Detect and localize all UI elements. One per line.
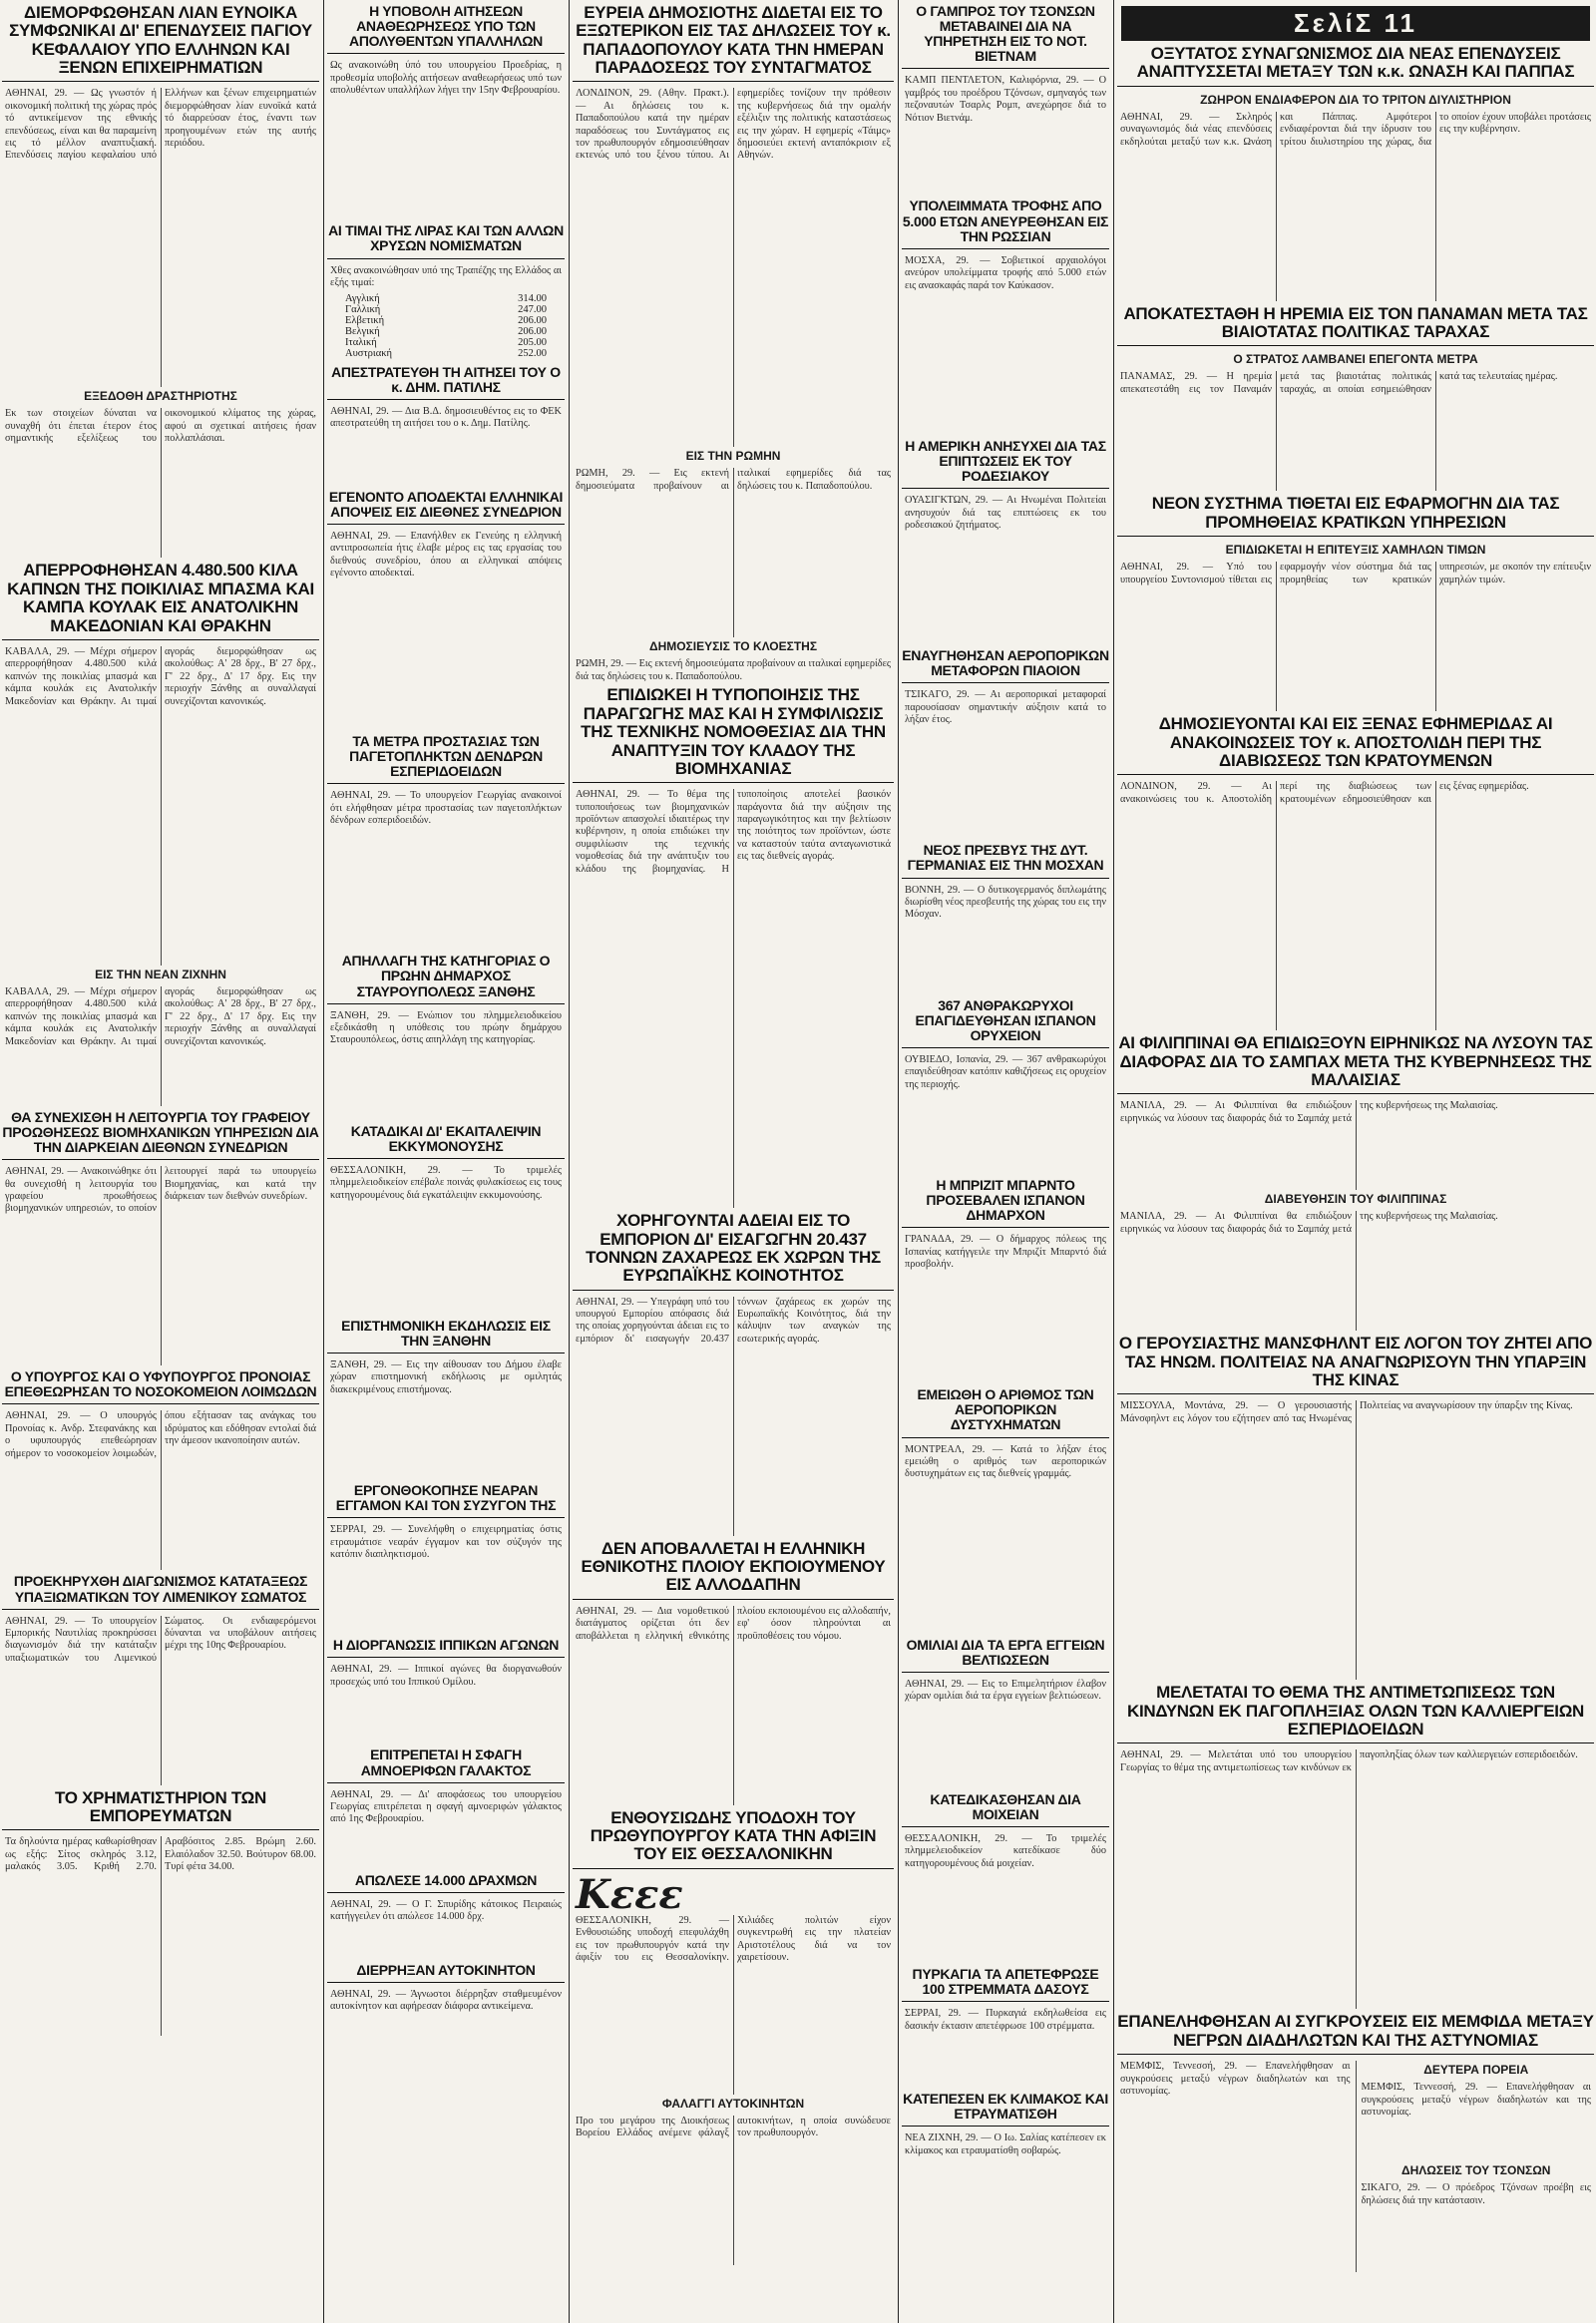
headline-johnson-son-in-law: Ο ΓΑΜΠΡΟΣ ΤΟΥ ΤΣΟΝΣΩΝ ΜΕΤΑΒΑΙΝΕΙ ΔΙΑ ΝΑ ΥΠΗΡΕΤΗΣΗ ΕΙΣ ΤΟ ΝΟΤ. ΒΙΕΤΝΑΜ <box>902 4 1109 69</box>
headline-coast-guard: ΠΡΟΕΚΗΡΥΧΘΗ ΔΙΑΓΩΝΙΣΜΟΣ ΚΑΤΑΤΑΞΕΩΣ ΥΠΑΞΙΩΜΑΤΙΚΩΝ ΤΟΥ ΛΙΜΕΝΙΚΟΥ ΣΩΜΑΤΟΣ <box>2 1574 319 1609</box>
headline-food-remains: ΥΠΟΛΕΙΜΜΑΤΑ ΤΡΟΦΗΣ ΑΠΟ 5.000 ΕΤΩΝ ΑΝΕΥΡΕΘΗΣΑΝ ΕΙΣ ΤΗΝ ΡΩΣΣΙΑΝ <box>902 198 1109 248</box>
article-air-accidents-body: ΜΟΝΤΡΕΑΛ, 29. — Κατά το λήξαν έτος εμειώθη ο αριθμός των αεροπορικών δυστυχημάτων εις τας διεθνείς γραμμάς. <box>905 1443 1106 1480</box>
article-miners-body: ΟΥΒΙΕΔΟ, Ισπανία, 29. — 367 ανθρακωρύχοι επαγιδεύθησαν κατόπιν καθιζήσεως εις ορυχείον της περιοχής. <box>905 1053 1106 1090</box>
headline-memphis-clashes: ΕΠΑΝΕΛΗΦΘΗΣΑΝ ΑΙ ΣΥΓΚΡΟΥΣΕΙΣ ΕΙΣ ΜΕΜΦΙΔΑ ΜΕΤΑΞΥ ΝΕΓΡΩΝ ΔΙΑΔΗΛΩΤΩΝ ΚΑΙ ΤΗΣ ΑΣΤΥΝΟΜΙΑΣ <box>1117 2013 1594 2055</box>
article-fire-body: ΣΕΡΡΑΙ, 29. — Πυρκαγιά εκδηλωθείσα εις δασικήν έκτασιν απετέφρωσε 100 στρέμματα. <box>905 2008 1106 2032</box>
article-adultery-body: ΘΕΣΣΑΛΟΝΙΚΗ, 29. — Το τριμελές πλημμελειοδικείον κατεδίκασε δύο κατηγορουμένους διά μοιχείαν. <box>905 1832 1106 1869</box>
headline-car-burglary: ΔΙΕΡΡΗΞΑΝ ΑΥΤΟΚΙΝΗΤΟΝ <box>327 1963 565 1983</box>
article-mayor-body: ΞΑΝΘΗ, 29. — Ενώπιον του πλημμελειοδικείου εξεδικάσθη η υπόθεσις του πρώην δημάρχου Σταυρουπόλεως, όστις απηλλάγη της κατηγορίας. <box>330 1009 562 1046</box>
headline-industrial-office: ΘΑ ΣΥΝΕΧΙΣΘΗ Η ΛΕΙΤΟΥΡΓΙΑ ΤΟΥ ΓΡΑΦΕΙΟΥ ΠΡΟΩΘΗΣΕΩΣ ΒΙΟΜΗΧΑΝΙΚΩΝ ΥΠΗΡΕΣΙΩΝ ΔΙΑ ΤΗΝ ΔΙΑΡΚΕΙΑΝ ΔΙΕΘΝΩΝ ΣΥΝΕΔΡΙΩΝ <box>2 1110 319 1160</box>
article-tobacco-body2: ΚΑΒΑΛΑ, 29. — Μέχρι σήμερον απερροφήθησαν 4.480.500 κιλά καπνών της ποικιλίας μπασμά και κάμπα κουλάκ εις Ανατολικήν Μακεδονίαν και Θράκην. Αι τιμαί αγοράς διεμορφώθησαν ως ακολούθως: Α' 28 δρχ., Β' 27 δρχ., Γ' 22 δρχ., Δ' 17 δρχ. Εις την περιοχήν Ξάνθης αι συναλλαγαί συνεχίζονται κανονικώς. <box>5 985 316 1047</box>
article-hospital-body: ΑΘΗΝΑΙ, 29. — Ο υπουργός Προνοίας κ. Ανδρ. Στεφανάκης και ο υφυπουργός επεθεώρησαν σήμερον το νοσοκομείον λοιμωδών, όπου εξήτασαν τας ανάγκας του ιδρύματος και εδόθησαν εντολαί διά την άμεσον ικανοποίησιν αυτών. <box>5 1410 316 1459</box>
column-rule <box>1113 0 1114 2323</box>
column-1 <box>0 0 321 2323</box>
headline-lost-money: ΑΠΩΛΕΣΕ 14.000 ΔΡΑΧΜΩΝ <box>327 1873 565 1893</box>
headline-sugar-imports: ΧΟΡΗΓΟΥΝΤΑΙ ΑΔΕΙΑΙ ΕΙΣ ΤΟ ΕΜΠΟΡΙΟΝ ΔΙ' ΕΙΣΑΓΩΓΗΝ 20.437 ΤΟΝΝΩΝ ΖΑΧΑΡΕΩΣ ΕΚ ΧΩΡΩΝ ΤΗΣ ΕΥΡΩΠΑΪΚΗΣ ΚΟΙΝΟΤΗΤΟΣ <box>573 1212 894 1290</box>
column-rule <box>898 0 899 2323</box>
article-patilis-body: ΑΘΗΝΑΙ, 29. — Δια Β.Δ. δημοσιευθέντος εις το ΦΕΚ απεστρατεύθη τη αιτήσει του ο κ. Δημ. Πατίλης. <box>330 405 562 430</box>
headline-intl-conference: ΕΓΕΝΟΝΤΟ ΑΠΟΔΕΚΤΑΙ ΕΛΛΗΝΙΚΑΙ ΑΠΟΨΕΙΣ ΕΙΣ ΔΙΕΘΝΕΣ ΣΥΝΕΔΡΙΟΝ <box>327 490 565 525</box>
article-ladder-body: ΝΕΑ ΖΙΧΝΗ, 29. — Ο Ιω. Σαλίας κατέπεσεν εκ κλίμακος και ετραυματίσθη σοβαρώς. <box>905 2132 1106 2156</box>
coin-row: Αυστριακή 252.00 <box>345 347 547 359</box>
article-dismissed-body: Ως ανακοινώθη ύπό του υπουργείου Προεδρίας, η προθεσμία υποβολής αιτήσεων αναθεωρήσεως υπό των απολυθέντων υπαλλήλων λήγει την 15ην Φεβρουαρίου. <box>330 60 562 97</box>
subhead-zichni: ΕΙΣ ΤΗΝ ΝΕΑΝ ΖΙΧΝΗΝ <box>95 967 226 981</box>
headline-rhodesia: Η ΑΜΕΡΙΚΗ ΑΝΗΣΥΧΕΙ ΔΙΑ ΤΑΣ ΕΠΙΠΤΩΣΕΙΣ ΕΚ ΤΟΥ ΡΟΔΕΣΙΑΚΟΥ <box>902 439 1109 489</box>
headline-frost-citrus: ΜΕΛΕΤΑΤΑΙ ΤΟ ΘΕΜΑ ΤΗΣ ΑΝΤΙΜΕΤΩΠΙΣΕΩΣ ΤΩΝ ΚΙΝΔΥΝΩΝ ΕΚ ΠΑΓΟΠΛΗΞΙΑΣ ΟΛΩΝ ΤΩΝ ΚΑΛΛΙΕΡΓΕΙΩΝ ΕΣΠΕΡΙΔΟΕΙΔΩΝ <box>1117 1684 1594 1743</box>
article-papadopoulos-body: ΛΟΝΔΙΝΟΝ, 29. (Αθην. Πρακτ.). — Αι δηλώσεις του κ. Παπαδοπούλου κατά την ημέραν παραδόσεως του Συντάγματος εις τον πρωθυπουργόν εδημοσιεύθησαν εκτενώς υπό του ξένου τύπου. Αι εφημερίδες τονίζουν την πρόθεσιν της κυβερνήσεως διά την ομαλήν εξέλιξιν της πολιτικής καταστάσεως εις την χώραν. Η εφημερίς «Τάιμς» δημοσιεύει εκτενή ανταπόκρισιν εξ Αθηνών. <box>576 88 891 162</box>
article-investments-body2: Εκ των στοιχείων δύναται να συναχθή ότι έπεται έτερον έτος σημαντικής εξελίξεως του οικονομικού κλίματος της χώρας, αφού αι σχετικαί αιτήσεις ήσαν πολλαπλάσιαι. <box>5 408 316 445</box>
headline-commodities-exchange: ΤΟ ΧΡΗΜΑΤΙΣΤΗΡΙΟΝ ΤΩΝ ΕΜΠΟΡΕΥΜΑΤΩΝ <box>2 1789 319 1831</box>
article-rhodesia-body: ΟΥΑΣΙΓΚΤΩΝ, 29. — Αι Ηνωμέναι Πολιτείαι ανησυχούν διά τας επιπτώσεις εκ του ροδεσιακού ζητήματος. <box>905 495 1106 531</box>
coin-row: Βελγική 206.00 <box>345 325 547 337</box>
article-ambassador-body: ΒΟΝΝΗ, 29. — Ο δυτικογερμανός διπλωμάτης διωρίσθη νέος πρεσβευτής της χώρας του εις την Μόσχαν. <box>905 884 1106 921</box>
headline-bardot: Η ΜΠΡΙΖΙΤ ΜΠΑΡΝΤΟ ΠΡΟΣΕΒΑΛΕΝ ΙΣΠΑΝΟΝ ΔΗΜΑΡΧΟΝ <box>902 1178 1109 1228</box>
headline-air-accidents: ΕΜΕΙΩΘΗ Ο ΑΡΙΘΜΟΣ ΤΩΝ ΑΕΡΟΠΟΡΙΚΩΝ ΔΥΣΤΥΧΗΜΑΤΩΝ <box>902 1387 1109 1437</box>
subhead-refinery: ΖΩΗΡΟΝ ΕΝΔΙΑΦΕΡΟΝ ΔΙΑ ΤΟ ΤΡΙΤΟΝ ΔΙΥΛΙΣΤΗΡΙΟΝ <box>1200 92 1511 107</box>
article-procurement-body: ΑΘΗΝΑΙ, 29. — Υπό του υπουργείου Συντονισμού τίθεται εις εφαρμογήν νέον σύστημα διά τας προμηθείας των κρατικών υπηρεσιών, με σκοπόν την επίτευξιν χαμηλών τιμών. <box>1120 562 1591 585</box>
coin-row: Αγγλική 314.00 <box>345 292 547 304</box>
coin-row: Ιταλική 205.00 <box>345 336 547 348</box>
page-masthead: ΣελίΣ 11 <box>1121 6 1590 41</box>
headline-papadopoulos-statements: ΕΥΡΕΙΑ ΔΗΜΟΣΙΟΤΗΣ ΔΙΔΕΤΑΙ ΕΙΣ ΤΟ ΕΞΩΤΕΡΙΚΟΝ ΕΙΣ ΤΑΣ ΔΗΛΩΣΕΙΣ ΤΟΥ κ. ΠΑΠΑΔΟΠΟΥΛΟΥ ΚΑΤΑ ΤΗΝ ΗΜΕΡΑΝ ΠΑΡΑΔΟΣΕΩΣ ΤΟΥ ΣΥΝΤΑΓΜΑΤΟΣ <box>573 4 894 82</box>
coin-price-table <box>345 293 547 359</box>
subhead-army: Ο ΣΤΡΑΤΟΣ ΛΑΜΒΑΝΕΙ ΕΠΕΓΟΝΤΑ ΜΕΤΡΑ <box>1233 352 1478 367</box>
memphis-right <box>1356 2061 1596 2272</box>
headline-air-transport: ΕΝΑΥΓΗΘΗΣΑΝ ΑΕΡΟΠΟΡΙΚΩΝ ΜΕΤΑΦΟΡΩΝ ΠΙΑΟΙΟΝ <box>902 648 1109 683</box>
article-onassis-body: ΑΘΗΝΑΙ, 29. — Σκληρός συναγωνισμός διά νέας επενδύσεις εκδηλούται μεταξύ των κ.κ. Ωνάση και Πάππας. Αμφότεροι ενδιαφέρονται διά την ίδρυσιν του τρίτου διυλιστηρίου της χώρας, δια το οποίον έχουν υποβάλει προτάσεις εις την κυβέρνησιν. <box>1120 111 1591 148</box>
article-son-in-law-body: ΚΑΜΠ ΠΕΝΤΛΕΤΟΝ, Καλιφόρνια, 29. — Ο γαμβρός του προέδρου Τζόνσων, σμηναγός των πεζοναυτών Τσαρλς Ρομπ, ανεχώρησε διά το Νότιον Βιετνάμ. <box>905 75 1106 124</box>
article-convictions-body: ΘΕΣΣΑΛΟΝΙΚΗ, 29. — Το τριμελές πλημμελειοδικείον επέβαλε ποινάς φυλακίσεως εις τους κατηγορουμένους διά εγκατάλειψιν εκκυμονούσης. <box>330 1164 562 1201</box>
article-panama-body: ΠΑΝΑΜΑΣ, 29. — Η ηρεμία απεκατεστάθη εις τον Παναμάν μετά τας βιαιοτάτας πολιτικάς ταραχάς, αι οποίαι εσημειώθησαν κατά τας τελευταίας ημέρας. <box>1120 371 1558 395</box>
article-frost-body: ΑΘΗΝΑΙ, 29. — Το υπουργείον Γεωργίας ανακοινοί ότι ελήφθησαν μέτρα προστασίας των παγετοπλήκτων δένδρων εσπεριδοειδών. <box>330 790 562 827</box>
headline-ship-nationality: ΔΕΝ ΑΠΟΒΑΛΛΕΤΑΙ Η ΕΛΛΗΝΙΚΗ ΕΘΝΙΚΟΤΗΣ ΠΛΟΙΟΥ ΕΚΠΟΙΟΥΜΕΝΟΥ ΕΙΣ ΑΛΛΟΔΑΠΗΝ <box>573 1540 894 1600</box>
headline-frost-measures: ΤΑ ΜΕΤΡΑ ΠΡΟΣΤΑΣΙΑΣ ΤΩΝ ΠΑΓΕΤΟΠΛΗΚΤΩΝ ΔΕΝΔΡΩΝ ΕΣΠΕΡΙΔΟΕΙΔΩΝ <box>327 734 565 784</box>
subhead-car-convoy: ΦΑΛΑΓΓΙ ΑΥΤΟΚΙΝΗΤΩΝ <box>661 2096 805 2111</box>
article-lamb-body: ΑΘΗΝΑΙ, 29. — Δι' αποφάσεως του υπουργείου Γεωργίας επιτρέπεται η σφαγή αμνοεριφών γάλακτος από 1ης Φεβρουαρίου. <box>330 1788 562 1825</box>
memphis-left <box>1115 2061 1356 2272</box>
subhead-low-prices: ΕΠΙΔΙΩΚΕΤΑΙ Η ΕΠΙΤΕΥΞΙΣ ΧΑΜΗΛΩΝ ΤΙΜΩΝ <box>1225 543 1486 558</box>
subhead-second-march: ΔΕΥΤΕΡΑ ΠΟΡΕΙΑ <box>1423 2063 1529 2078</box>
article-commodities-body: Τα δηλούντα ημέρας καθωρίσθησαν ως εξής: Σίτος σκληρός 3.12, μαλακός 3.05. Κριθή 2.70. Αραβόσιτος 2.85. Βρώμη 2.60. Ελαιόλαδον 32.50. Βούτυρον 68.00. Τυρί φέτα 34.00. <box>5 1836 316 1873</box>
headline-dismissed-employees: Η ΥΠΟΒΟΛΗ ΑΙΤΗΣΕΩΝ ΑΝΑΘΕΩΡΗΣΕΩΣ ΥΠΟ ΤΩΝ ΑΠΟΛΥΘΕΝΤΩΝ ΥΠΑΛΛΗΛΩΝ <box>327 4 565 54</box>
headline-mayor-acquitted: ΑΠΗΛΛΑΓΗ ΤΗΣ ΚΑΤΗΓΟΡΙΑΣ Ο ΠΡΩΗΝ ΔΗΜΑΡΧΟΣ ΣΤΑΥΡΟΥΠΟΛΕΩΣ ΞΑΝΘΗΣ <box>327 954 565 1003</box>
headline-ambassador-moscow: ΝΕΟΣ ΠΡΕΣΒΥΣ ΤΗΣ ΔΥΤ. ΓΕΡΜΑΝΙΑΣ ΕΙΣ ΤΗΝ ΜΟΣΧΑΝ <box>902 843 1109 878</box>
subhead-philippines: ΔΙΑΒΕΥΘΗΣΙΝ ΤΟΥ ΦΙΛΙΠΠΙΝΑΣ <box>1264 1192 1447 1207</box>
article-gold-body: Χθες ανακοινώθησαν υπό της Τραπέζης της Ελλάδος αι εξής τιμαί: <box>330 264 562 288</box>
coin-row: Ελβετική 206.00 <box>345 314 547 326</box>
article-stabbing-body: ΣΕΡΡΑΙ, 29. — Συνελήφθη ο επιχειρηματίας όστις ετραυμάτισε νεαράν έγγαμον και τον σύζυγόν της κατόπιν διαπληκτισμού. <box>330 1524 562 1561</box>
article-philippines-body: ΜΑΝΙΛΑ, 29. — Αι Φιλιππίναι θα επιδιώξουν ειρηνικώς να λύσουν τας διαφοράς διά το Σαμπάχ μετά της κυβερνήσεως της Μαλαισίας. <box>1120 1100 1498 1124</box>
article-philippines-body2: ΜΑΝΙΛΑ, 29. — Αι Φιλιππίναι θα επιδιώξουν ειρηνικώς να λύσουν τας διαφοράς διά το Σαμπάχ μετά της κυβερνήσεως της Μαλαισίας. <box>1120 1211 1498 1235</box>
headline-lamb-slaughter: ΕΠΙΤΡΕΠΕΤΑΙ Η ΣΦΑΓΗ ΑΜΝΟΕΡΙΦΩΝ ΓΑΛΑΚΤΟΣ <box>327 1747 565 1782</box>
article-johnson-body: ΣΙΚΑΓΟ, 29. — Ο πρόεδρος Τζόνσων προέβη εις δηλώσεις διά την κατάστασιν. <box>1361 2182 1591 2206</box>
column-3 <box>571 0 896 2323</box>
article-tobacco-body: ΚΑΒΑΛΑ, 29. — Μέχρι σήμερον απερροφήθησαν 4.480.500 κιλά καπνών της ποικιλίας μπασμά και κάμπα κουλάκ εις Ανατολικήν Μακεδονίαν και Θράκην. Αι τιμαί αγοράς διεμορφώθησαν ως ακολούθως: Α' 28 δρχ., Β' 27 δρχ., Γ' 22 δρχ., Δ' 17 δρχ. Εις την περιοχήν Ξάνθης αι συναλλαγαί συνεχίζονται κανονικώς. <box>5 645 316 707</box>
article-second-march-body: ΜΕΜΦΙΣ, Τεννεσσή, 29. — Επανελήφθησαν αι συγκρούσεις μεταξύ νέγρων διαδηλωτών και της αστυνομίας. <box>1361 2082 1591 2118</box>
headline-gold-prices: ΑΙ ΤΙΜΑΙ ΤΗΣ ΛΙΡΑΣ ΚΑΙ ΤΩΝ ΑΛΛΩΝ ΧΡΥΣΩΝ ΝΟΜΙΣΜΑΤΩΝ <box>327 223 565 258</box>
article-bardot-body: ΓΡΑΝΑΔΑ, 29. — Ο δήμαρχος πόλεως της Ισπανίας κατήγγειλε την Μπριζίτ Μπαρντό διά προσβολήν. <box>905 1234 1106 1270</box>
article-rome-body: ΡΩΜΗ, 29. — Εις εκτενή δημοσιεύματα προβαίνουν αι ιταλικαί εφημερίδες διά τας δηλώσεις του κ. Παπαδοπούλου. <box>576 468 891 492</box>
article-car-burglary-body: ΑΘΗΝΑΙ, 29. — Άγνωστοι διέρρηξαν σταθμευμένον αυτοκίνητον και αφήρεσαν διάφορα αντικείμενα. <box>330 1988 562 2013</box>
article-mansfield-body: ΜΙΣΣΟΥΛΑ, Μοντάνα, 29. — Ο γερουσιαστής Μάνσφηλντ εις λόγον του εζήτησεν από τας Ηνωμένας Πολιτείας να αναγνωρίσουν την ύπαρξιν της Κίνας. <box>1120 1400 1573 1424</box>
article-investments-body: ΑΘΗΝΑΙ, 29. — Ως γνωστόν ή οικονομική πολιτική της χώρας πρός τό αντικείμενον της εθνικής επενδύσεως, είναι και θα παραμείνη εις τό μέλλον αναπτυξιακή. Επενδύσεις παγίου κεφαλαίου υπό Ελλήνων και ξένων επιχειρηματιών διεμορφώθησαν λίαν ευνοϊκά κατά τό διαρρεύσαν έτος, έναντι των προηγουμένων ετών της αυτής περιόδου. <box>5 88 316 162</box>
headline-hospital: Ο ΥΠΟΥΡΓΟΣ ΚΑΙ Ο ΥΦΥΠΟΥΡΓΟΣ ΠΡΟΝΟΙΑΣ ΕΠΕΘΕΩΡΗΣΑΝ ΤΟ ΝΟΣΟΚΟΜΕΙΟΝ ΛΟΙΜΩΔΩΝ <box>2 1369 319 1404</box>
article-ship-body: ΑΘΗΝΑΙ, 29. — Δια νομοθετικού διατάγματος ορίζεται ότι δεν αποβάλλεται η ελληνική εθνικότης πλοίου εκποιουμένου εις αλλοδαπήν, εφ' όσον πληρούνται αι προϋποθέσεις του νόμου. <box>576 1605 891 1642</box>
article-air-transport-body: ΤΣΙΚΑΓΟ, 29. — Αι αεροπορικαί μεταφοραί παρουσίασαν σημαντικήν αύξησιν κατά το λήξαν έτος. <box>905 689 1106 726</box>
article-standardization-body: ΑΘΗΝΑΙ, 29. — Το θέμα της τυποποιήσεως των βιομηχανικών προϊόντων απασχολεί ιδιαιτέρως την κυβέρνησιν, η οποία επιδιώκει την συμφιλίωσιν της τεχνικής νομοθεσίας διά την ανάπτυξιν του κλάδου της βιομηχανίας. Η τυποποίησις αποτελεί βασικόν παράγοντα διά την αύξησιν της παραγωγικότητος και την βελτίωσιν της ποιότητος των προϊόντων, ώστε να καταστούν ταύτα ανταγωνιστικά εις τας διεθνείς αγοράς. <box>576 789 891 875</box>
article-frost-citrus-body: ΑΘΗΝΑΙ, 29. — Μελετάται υπό του υπουργείου Γεωργίας το θέμα της αντιμετωπίσεως των κινδύνων εκ παγοπληξίας όλων των καλλιεργειών εσπεριδοειδών. <box>1120 1749 1578 1773</box>
article-horse-races-body: ΑΘΗΝΑΙ, 29. — Ιππικοί αγώνες θα διοργανωθούν προσεχώς υπό του Ιππικού Ομίλου. <box>330 1664 562 1688</box>
headline-horse-races: Η ΔΙΟΡΓΑΝΩΣΙΣ ΙΠΠΙΚΩΝ ΑΓΩΝΩΝ <box>327 1638 565 1658</box>
column-rule <box>323 0 324 2323</box>
decorative-initial: Κεεε <box>576 1870 683 1918</box>
subhead-kloestis: ΔΗΜΟΣΙΕΥΣΙΣ ΤΟ ΚΛΟΕΣΤΗΣ <box>648 639 818 654</box>
article-industrial-office-body: ΑΘΗΝΑΙ, 29. — Ανακοινώθηκε ότι θα συνεχισθή η λειτουργία του γραφείου προωθήσεως βιομηχανικών υπηρεσιών, το οποίον λειτουργεί παρά τω υπουργείω Βιομηχανίας, και κατά την διάρκειαν των διεθνών συνεδρίων. <box>5 1166 316 1215</box>
headline-forest-fire: ΠΥΡΚΑΓΙΑ ΤΑ ΑΠΕΤΕΦΡΩΣΕ 100 ΣΤΡΕΜΜΑΤΑ ΔΑΣΟΥΣ <box>902 1967 1109 2002</box>
article-apostolidis-body: ΛΟΝΔΙΝΟΝ, 29. — Αι ανακοινώσεις του κ. Αποστολίδη περί της διαβιώσεως των κρατουμένων εδημοσιεύθησαν και εις ξένας εφημερίδας. <box>1120 781 1529 805</box>
article-sugar-body: ΑΘΗΝΑΙ, 29. — Υπεγράφη υπό του υπουργού Εμπορίου απόφασις διά της οποίας χορηγούνται άδειαι εις το εμπόριον δι' εισαγωγήν 20.437 τόννων ζαχάρεως εκ χωρών της Ευρωπαϊκής Κοινότητος, διά την κάλυψιν των αναγκών της εσωτερικής αγοράς. <box>576 1296 891 1345</box>
article-pm-body: ΘΕΣΣΑΛΟΝΙΚΗ, 29. — Ενθουσιώδης υποδοχή επεφυλάχθη εις τον πρωθυπουργόν κατά την άφιξίν του εις Θεσσαλονίκην. Χιλιάδες πολιτών είχον συγκεντρωθή εις την πλατείαν Αριστοτέλους διά να τον χαιρετίσουν. <box>576 1914 891 1964</box>
headline-mansfield-china: Ο ΓΕΡΟΥΣΙΑΣΤΗΣ ΜΑΝΣΦΗΛΝΤ ΕΙΣ ΛΟΓΟΝ ΤΟΥ ΖΗΤΕΙ ΑΠΟ ΤΑΣ ΗΝΩΜ. ΠΟΛΙΤΕΙΑΣ ΝΑ ΑΝΑΓΝΩΡΙΣΟΥΝ ΤΗΝ ΥΠΑΡΞΙΝ ΤΗΣ ΚΙΝΑΣ <box>1117 1335 1594 1394</box>
coin-row: Γαλλική 247.00 <box>345 303 547 315</box>
article-conference-body: ΑΘΗΝΑΙ, 29. — Επανήλθεν εκ Γενεύης η ελληνική αντιπροσωπεία ήτις έλαβε μέρος εις τας εργασίας του διεθνούς συνεδρίου, όπου αι ελληνικαί απόψεις εγένοντο αποδεκταί. <box>330 530 562 580</box>
headline-procurement-system: ΝΕΟΝ ΣΥΣΤΗΜΑ ΤΙΘΕΤΑΙ ΕΙΣ ΕΦΑΡΜΟΓΗΝ ΔΙΑ ΤΑΣ ΠΡΟΜΗΘΕΙΑΣ ΚΡΑΤΙΚΩΝ ΥΠΗΡΕΣΙΩΝ <box>1117 495 1594 537</box>
memphis-columns <box>1115 2061 1596 2272</box>
headline-coal-miners: 367 ΑΝΘΡΑΚΩΡΥΧΟΙ ΕΠΑΓΙΔΕΥΘΗΣΑΝ ΙΣΠΑΝΟΝ ΟΡΥΧΕΙΟΝ <box>902 998 1109 1048</box>
headline-ladder-fall: ΚΑΤΕΠΕΣΕΝ ΕΚ ΚΛΙΜΑΚΟΣ ΚΑΙ ΕΤΡΑΥΜΑΤΙΣΘΗ <box>902 2092 1109 2127</box>
headline-adultery: ΚΑΤΕΔΙΚΑΣΘΗΣΑΝ ΔΙΑ ΜΟΙΧΕΙΑΝ <box>902 1792 1109 1827</box>
article-lost-money-body: ΑΘΗΝΑΙ, 29. — Ο Γ. Σπυρίδης κάτοικος Πειραιώς κατήγγειλεν ότι απώλεσε 14.000 δρχ. <box>330 1898 562 1923</box>
subhead-johnson-statements: ΔΗΛΩΣΕΙΣ ΤΟΥ ΤΣΟΝΣΩΝ <box>1401 2163 1551 2178</box>
headline-pm-thessaloniki: ΕΝΘΟΥΣΙΩΔΗΣ ΥΠΟΔΟΧΗ ΤΟΥ ΠΡΩΘΥΠΟΥΡΓΟΥ ΚΑΤΑ ΤΗΝ ΑΦΙΞΙΝ ΤΟΥ ΕΙΣ ΘΕΣΣΑΛΟΝΙΚΗΝ <box>573 1809 894 1869</box>
article-scientific-body: ΞΑΝΘΗ, 29. — Εις την αίθουσαν του Δήμου έλαβε χώραν επιστημονική εκδήλωσις με ομιλητάς διακεκριμένους επιστήμονας. <box>330 1359 562 1395</box>
headline-onassis-pappas: ΟΞΥΤΑΤΟΣ ΣΥΝΑΓΩΝΙΣΜΟΣ ΔΙΑ ΝΕΑΣ ΕΠΕΝΔΥΣΕΙΣ ΑΝΑΠΤΥΣΣΕΤΑΙ ΜΕΤΑΞΥ ΤΩΝ κ.κ. ΩΝΑΣΗ ΚΑΙ ΠΑΠΠΑΣ <box>1117 45 1594 87</box>
headline-apostolidis: ΔΗΜΟΣΙΕΥΟΝΤΑΙ ΚΑΙ ΕΙΣ ΞΕΝΑΣ ΕΦΗΜΕΡΙΔΑΣ ΑΙ ΑΝΑΚΟΙΝΩΣΕΙΣ ΤΟΥ κ. ΑΠΟΣΤΟΛΙΔΗ ΠΕΡΙ ΤΗΣ ΔΙΑΒΙΩΣΕΩΣ ΤΩΝ ΚΡΑΤΟΥΜΕΝΩΝ <box>1117 715 1594 775</box>
article-land-body: ΑΘΗΝΑΙ, 29. — Εις το Επιμελητήριον έλαβον χώραν ομιλίαι διά τα έργα εγγείων βελτιώσεων. <box>905 1678 1106 1703</box>
article-memphis-body: ΜΕΜΦΙΣ, Τεννεσσή, 29. — Επανελήφθησαν αι συγκρούσεις μεταξύ νέγρων διαδηλωτών και της αστυνομίας. <box>1120 2061 1351 2097</box>
column-4 <box>900 0 1111 2323</box>
headline-panama: ΑΠΟΚΑΤΕΣΤΑΘΗ Η ΗΡΕΜΙΑ ΕΙΣ ΤΟΝ ΠΑΝΑΜΑΝ ΜΕΤΑ ΤΑΣ ΒΙΑΙΟΤΑΤΑΣ ΠΟΛΙΤΙΚΑΣ ΤΑΡΑΧΑΣ <box>1117 305 1594 347</box>
article-food-remains-body: ΜΟΣΧΑ, 29. — Σοβιετικοί αρχαιολόγοι ανεύρον υπολείμματα τροφής από 5.000 ετών εις ανασκαφάς παρά τον Καύκασον. <box>905 254 1106 291</box>
headline-scientific-event: ΕΠΙΣΤΗΜΟΝΙΚΗ ΕΚΔΗΛΩΣΙΣ ΕΙΣ ΤΗΝ ΞΑΝΘΗΝ <box>327 1319 565 1354</box>
article-coast-guard-body: ΑΘΗΝΑΙ, 29. — Το υπουργείον Εμπορικής Ναυτιλίας προκηρύσσει διαγωνισμόν διά την κατάταξιν υπαξιωματικών του Λιμενικού Σώματος. Οι ενδιαφερόμενοι δύνανται να υποβάλουν αιτήσεις μέχρι της 10ης Φεβρουαρίου. <box>5 1615 316 1664</box>
headline-land-improvement: ΟΜΙΛΙΑΙ ΔΙΑ ΤΑ ΕΡΓΑ ΕΓΓΕΙΩΝ ΒΕΛΤΙΩΣΕΩΝ <box>902 1638 1109 1673</box>
column-rule <box>569 0 570 2323</box>
column-2 <box>325 0 567 2323</box>
headline-investments: ΔΙΕΜΟΡΦΩΘΗΣΑΝ ΛΙΑΝ ΕΥΝΟΙΚΑ ΣΥΜΦΩΝΙΚΑΙ ΔΙ' ΕΠΕΝΔΥΣΕΙΣ ΠΑΓΙΟΥ ΚΕΦΑΛΑΙΟΥ ΥΠΟ ΕΛΛΗΝΩΝ ΚΑΙ ΞΕΝΩΝ ΕΠΙΧΕΙΡΗΜΑΤΙΩΝ <box>2 4 319 82</box>
headline-tobacco: ΑΠΕΡΡΟΦΗΘΗΣΑΝ 4.480.500 ΚΙΛΑ ΚΑΠΝΩΝ ΤΗΣ ΠΟΙΚΙΛΙΑΣ ΜΠΑΣΜΑ ΚΑΙ ΚΑΜΠΑ ΚΟΥΛΑΚ ΕΙΣ ΑΝΑΤΟΛΙΚΗΝ ΜΑΚΕΔΟΝΙΑΝ ΚΑΙ ΘΡΑΚΗΝ <box>2 562 319 639</box>
article-convoy-body: Προ του μεγάρου της Διοικήσεως Βορείου Ελλάδος ανέμενε φάλαγξ αυτοκινήτων, η οποία συνώδευσε τον πρωθυπουργόν. <box>576 2115 891 2139</box>
subhead-activity: ΕΞΕΔΟΘΗ ΔΡΑΣΤΗΡΙΟΤΗΣ <box>84 389 237 404</box>
headline-stabbing: ΕΡΓΟΝΘΟΚΟΠΗΣΕ ΝΕΑΡΑΝ ΕΓΓΑΜΟΝ ΚΑΙ ΤΟΝ ΣΥΖΥΓΟΝ ΤΗΣ <box>327 1483 565 1518</box>
headline-convictions: ΚΑΤΑΔΙΚΑΙ ΔΙ' ΕΚΑΙΤΑΛΕΙΨΙΝ ΕΚΚΥΜΟΝΟΥΣΗΣ <box>327 1124 565 1159</box>
headline-industry-standardization: ΕΠΙΔΙΩΚΕΙ Η ΤΥΠΟΠΟΙΗΣΙΣ ΤΗΣ ΠΑΡΑΓΩΓΗΣ ΜΑΣ ΚΑΙ Η ΣΥΜΦΙΛΙΩΣΙΣ ΤΗΣ ΤΕΧΝΙΚΗΣ ΝΟΜΟΘΕΣΙΑΣ ΔΙΑ ΤΗΝ ΑΝΑΠΤΥΞΙΝ ΤΟΥ ΚΛΑΔΟΥ ΤΗΣ ΒΙΟΜΗΧΑΝΙΑΣ <box>573 686 894 783</box>
column-5 <box>1115 0 1596 2323</box>
article-kloestis-body: ΡΩΜΗ, 29. — Εις εκτενή δημοσιεύματα προβαίνουν αι ιταλικαί εφημερίδες διά τας δηλώσεις του κ. Παπαδοπούλου. <box>576 658 891 682</box>
subhead-rome: ΕΙΣ ΤΗΝ ΡΩΜΗΝ <box>685 449 781 464</box>
headline-philippines-sabah: ΑΙ ΦΙΛΙΠΠΙΝΑΙ ΘΑ ΕΠΙΔΙΩΞΟΥΝ ΕΙΡΗΝΙΚΩΣ ΝΑ ΛΥΣΟΥΝ ΤΑΣ ΔΙΑΦΟΡΑΣ ΔΙΑ ΤΟ ΣΑΜΠΑΧ ΜΕΤΑ ΤΗΣ ΚΥΒΕΡΝΗΣΕΩΣ ΤΗΣ ΜΑΛΑΙΣΙΑΣ <box>1117 1034 1594 1094</box>
headline-patilis: ΑΠΕΣΤΡΑΤΕΥΘΗ ΤΗ ΑΙΤΗΣΕΙ ΤΟΥ Ο κ. ΔΗΜ. ΠΑΤΙΛΗΣ <box>327 365 565 400</box>
